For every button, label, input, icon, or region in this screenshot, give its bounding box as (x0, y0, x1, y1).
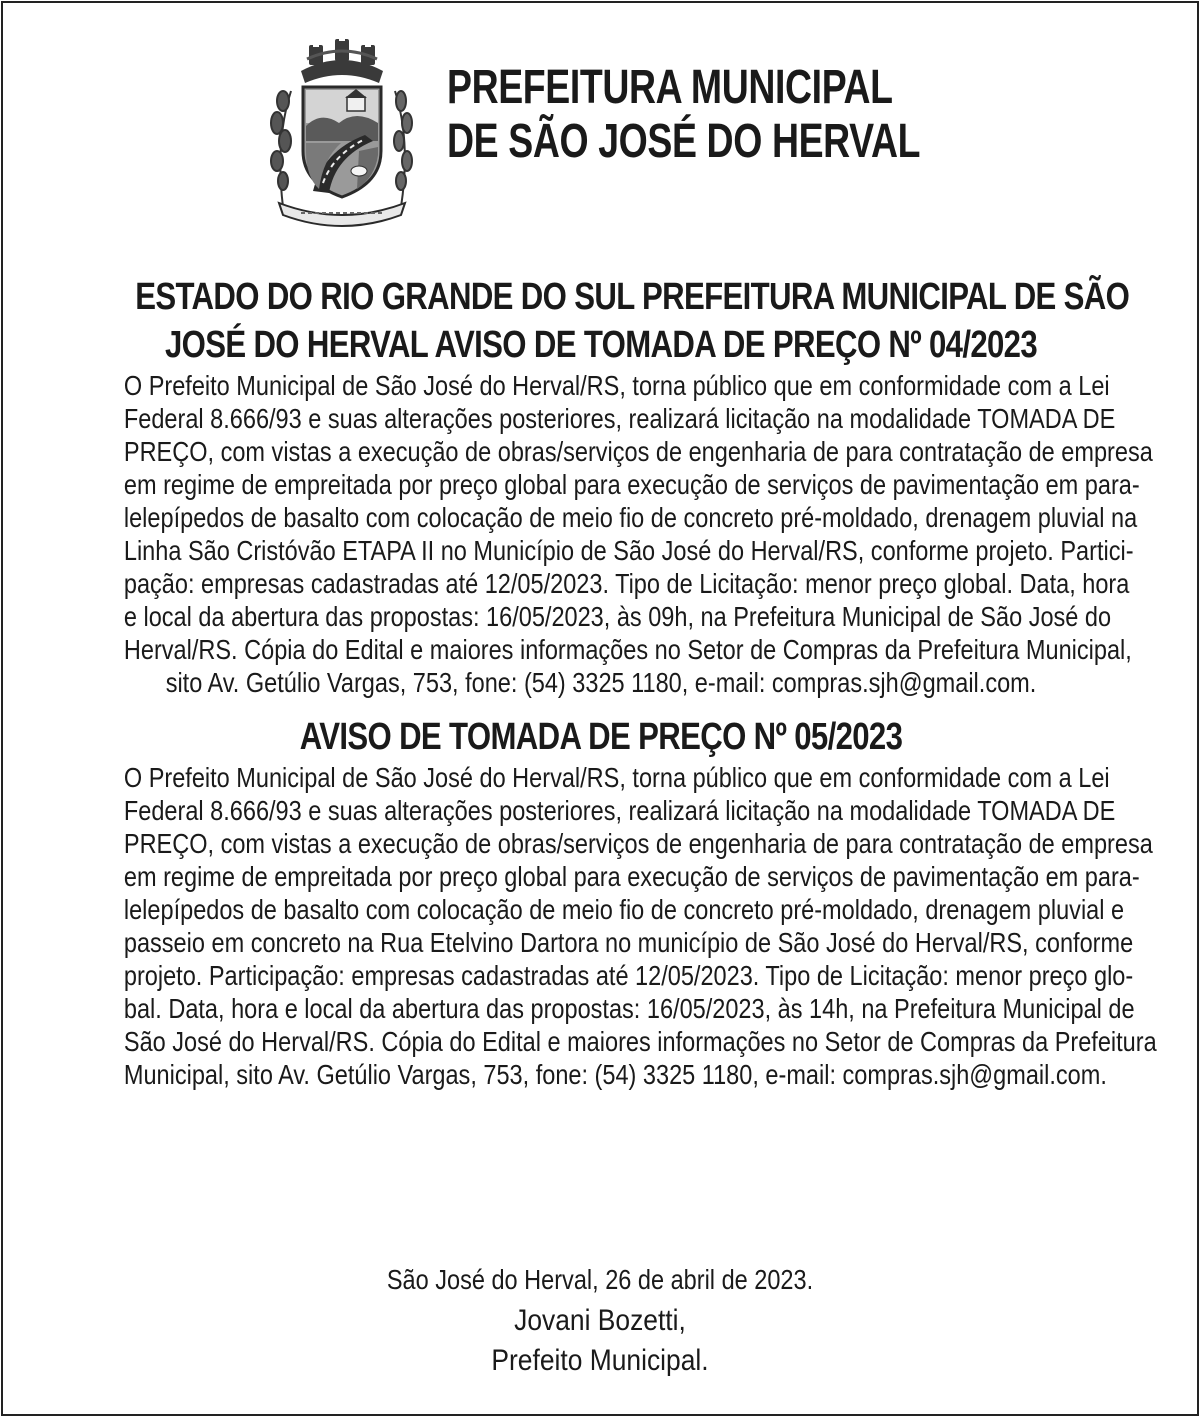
notice-1-body-line: Linha São Cristóvão ETAPA II no Município de São José do Herval/RS, conforme projeto. Partici- (123, 535, 1134, 566)
notice-1-body-line: Federal 8.666/93 e suas alterações posteriores, realizará licitação na modalidade TOMADA DE (123, 403, 1116, 434)
notice-2-heading-line: AVISO DE TOMADA DE PREÇO Nº 05/2023 (299, 716, 903, 758)
notice-1-body-line: lelepípedos de basalto com colocação de meio fio de concreto pré-moldado, drenagem pluvial na (123, 502, 1138, 533)
notice-2-body-line: PREÇO, com vistas a execução de obras/serviços de engenharia de para contratação de empresa (123, 828, 1153, 859)
notice-2-body-line: projeto. Participação: empresas cadastradas até 12/05/2023. Tipo de Licitação: menor preço glo- (123, 960, 1134, 991)
notice-section-1 (33, 273, 1169, 699)
signature-role: Prefeito Municipal. (491, 1344, 709, 1377)
masthead-title (447, 61, 920, 169)
notice-page (1, 1, 1199, 1416)
notice-1-body-line: PREÇO, com vistas a execução de obras/serviços de engenharia de para contratação de empresa (123, 436, 1153, 467)
notice-1-body-line: sito Av. Getúlio Vargas, 753, fone: (54) 3325 1180, e-mail: compras.sjh@gmail.com. (165, 667, 1037, 698)
notice-1-body (33, 369, 1169, 699)
signature-name: Jovani Bozetti, (514, 1304, 686, 1337)
notice-2-heading (33, 713, 1169, 761)
coat-of-arms-icon (261, 31, 423, 231)
notice-1-body-line: e local da abertura das propostas: 16/05/2023, às 09h, na Prefeitura Municipal de São José do (123, 601, 1112, 632)
notice-2-body-line: São José do Herval/RS. Cópia do Edital e maiores informações no Setor de Compras da Prefeitura (123, 1026, 1157, 1057)
signature-place-date: São José do Herval, 26 de abril de 2023. (386, 1264, 814, 1295)
notice-content (33, 273, 1169, 1091)
notice-2-body-line: O Prefeito Municipal de São José do Herval/RS, torna público que em conformidade com a Lei (123, 762, 1110, 793)
signature-block (3, 1263, 1197, 1381)
notice-1-heading-line: JOSÉ DO HERVAL AVISO DE TOMADA DE PREÇO Nº 04/2023 (164, 324, 1038, 366)
notice-2-body (33, 761, 1169, 1091)
notice-2-body-line: lelepípedos de basalto com colocação de meio fio de concreto pré-moldado, drenagem pluvial e (123, 894, 1125, 925)
notice-1-body-line: pação: empresas cadastradas até 12/05/2023. Tipo de Licitação: menor preço global. Data, hora (123, 568, 1130, 599)
notice-2-body-line: passeio em concreto na Rua Etelvino Dartora no município de São José do Herval/RS, conforme (123, 927, 1134, 958)
notice-2-body-line: Municipal, sito Av. Getúlio Vargas, 753, fone: (54) 3325 1180, e-mail: compras.sjh@gmail.com. (123, 1059, 1107, 1090)
notice-1-body-line: em regime de empreitada por preço global para execução de serviços de pavimentação em para- (123, 469, 1140, 500)
masthead-title-line-2: DE SÃO JOSÉ DO HERVAL (447, 115, 921, 168)
notice-1-body-line: O Prefeito Municipal de São José do Herval/RS, torna público que em conformidade com a Lei (123, 370, 1110, 401)
notice-1-heading-line: ESTADO DO RIO GRANDE DO SUL PREFEITURA MUNICIPAL DE SÃO (135, 276, 1130, 318)
notice-1-heading (33, 273, 1169, 369)
notice-2-body-line: bal. Data, hora e local da abertura das propostas: 16/05/2023, às 14h, na Prefeitura Municipal de (123, 993, 1135, 1024)
notice-2-body-line: em regime de empreitada por preço global para execução de serviços de pavimentação em para- (123, 861, 1140, 892)
notice-2-body-line: Federal 8.666/93 e suas alterações posteriores, realizará licitação na modalidade TOMADA DE (123, 795, 1116, 826)
masthead (3, 31, 1197, 241)
masthead-title-line-1: PREFEITURA MUNICIPAL (447, 61, 893, 114)
notice-1-body-line: Herval/RS. Cópia do Edital e maiores informações no Setor de Compras da Prefeitura Municipal, (123, 634, 1132, 665)
notice-section-2 (33, 713, 1169, 1091)
